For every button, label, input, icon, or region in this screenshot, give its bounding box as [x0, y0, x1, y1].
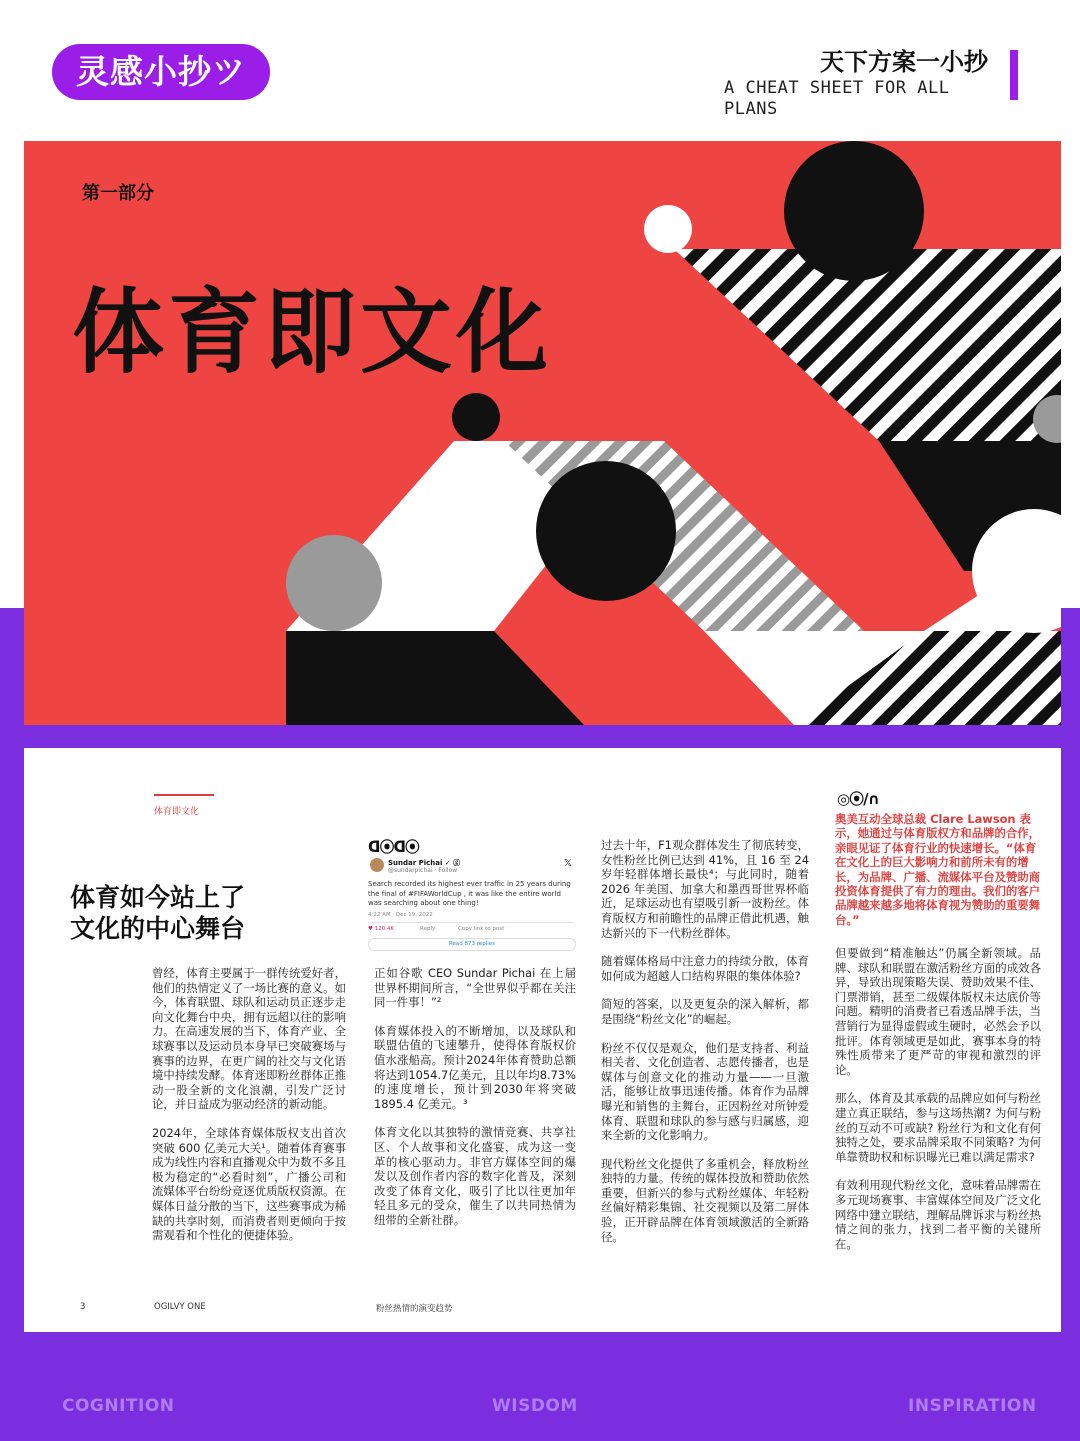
section-label: 体育即文化	[154, 807, 200, 817]
column-2	[374, 966, 576, 1242]
paragraph: 但要做到“精准触达”仍属全新领域。品牌、球队和联盟在激活粉丝方面的成效各异，导致出现策略失误、赞助效果不佳、门票滞销，甚至二级媒体版权未达底价等问题。精明的消费者已看透品牌手法，当营销行为显得虚假或生硬时，必然会予以批评。体育领域更是如此，赛事本身的特殊性质带来了更严苛的审视和激烈的评论。	[835, 946, 1041, 1077]
paragraph: 现代粉丝文化提供了多重机会，释放粉丝独特的力量。传统的媒体投放和赞助依然重要，但新兴的参与式粉丝媒体、年轻粉丝偏好精彩集锦、社交视频以及第二屏体验，正开辟品牌在体育领域激活的全新路径。	[601, 1156, 809, 1244]
paragraph: 随着媒体格局中注意力的持续分散，体育如何成为超越人口结构界限的集体体验?	[601, 954, 809, 983]
part-label: 第一部分	[82, 183, 154, 204]
paragraph: 体育媒体投入的不断增加，以及球队和联盟估值的飞速攀升，使得体育版权价值水涨船高。预计2024年体育赞助总额将达到1054.7亿美元，且以年均8.73%的速度增长，预计到2030年将突破 1895.4 亿美元。³	[374, 1023, 576, 1111]
divider	[368, 922, 574, 923]
black-circle-large	[784, 141, 924, 281]
brand-subtitle: A CHEAT SHEET FOR ALL PLANS	[724, 78, 950, 119]
x-logo-icon: 𝕏	[564, 858, 573, 869]
reply-button[interactable]: Reply	[420, 926, 436, 932]
hero-title: 体育即文化	[72, 279, 553, 386]
like-count[interactable]: ♥ 120.4K	[368, 926, 395, 932]
headline-line-2: 文化的中心舞台	[70, 914, 246, 943]
column-3	[601, 838, 809, 1258]
tweet-timestamp: 4:22 AM · Dec 19, 2022	[368, 912, 433, 918]
column-4	[835, 946, 1041, 1265]
read-replies-button[interactable]: Read 873 replies	[368, 938, 576, 951]
bottom-label-center: WISDOM	[492, 1396, 578, 1416]
paragraph: 曾经，体育主要属于一群传统爱好者，他们的热情定义了一场比赛的意义。如今，体育联盟、球队和运动员正逐步走向文化舞台中央，拥有远超以往的影响力。在高速发展的当下，体育产业、全球赛事以及运动员本身早已突破赛场与赛事的边界，在更广阔的社交与文化语境中持续发酵。体育迷即粉丝群体正推动一股全新的文化浪潮，引发广泛讨论，并日益成为驱动经济的新动能。	[152, 966, 346, 1112]
ogilvy-logo: ◎⦿∕∩	[837, 790, 879, 808]
tweet-text: Search recorded its highest ever traffic in 25 years during the final of #FIFAWorldCup , it was like the entire world was searching about one thing!	[368, 880, 571, 907]
avatar	[370, 858, 384, 872]
page-number: 3	[80, 1302, 86, 1312]
paragraph: 体育文化以其独特的激情竞赛、共享社区、个人故事和文化盛宴，成为这一变革的核心驱动力。非官方媒体空间的爆发以及创作者内容的数字化普及，深刻改变了体育文化，吸引了比以往更加年轻且多元的受众，催生了以共同热情为纽带的全新社群。	[374, 1125, 576, 1227]
black-circle-small	[452, 393, 500, 441]
tweet-source-logo: ᗡ⦿ᗡ⦿	[368, 838, 419, 856]
paragraph: 那么，体育及其承载的品牌应如何与粉丝建立真正联结，参与这场热潮? 为何与粉丝的互动不可或缺? 粉丝行为和文化有何独特之处，要求品牌采取不同策略? 为何单靠赞助权和标识曝光已难以满足需求?	[835, 1091, 1041, 1164]
footer-title: 粉丝热情的演变趋势	[376, 1304, 453, 1314]
copy-link-button[interactable]: Copy link to post	[458, 926, 505, 932]
black-circle-mid	[536, 461, 676, 601]
bottom-label-right: INSPIRATION	[908, 1396, 1037, 1416]
pull-quote: 奥美互动全球总裁 Clare Lawson 表示，她通过与体育版权方和品牌的合作，亲眼见证了体育行业的快速增长。“体育在文化上的巨大影响力和前所未有的增长，为品牌、广播、流媒体平台及赞助商投资体育提供了有力的理由。我们的客户品牌越来越多地将体育视为赞助的重要舞台。”	[835, 812, 1041, 927]
document-page	[24, 748, 1061, 1332]
embedded-tweet	[368, 836, 576, 954]
brand-accent-bar	[1010, 50, 1018, 100]
white-circle-small	[644, 205, 692, 253]
tweet-author-name: Sundar Pichai ✓ ⓖ	[388, 859, 461, 867]
column-1	[152, 966, 346, 1257]
paragraph: 正如谷歌 CEO Sundar Pichai 在上届世界杯期间所言，“全世界似乎都在关注同一件事！”²	[374, 966, 576, 1010]
paragraph: 过去十年，F1观众群体发生了彻底转变，女性粉丝比例已达到 41%，且 16 至 24 岁年轻群体增长最快⁴；与此同时，随着 2026 年美国、加拿大和墨西哥世界杯临近，足球运动也有望吸引新一波粉丝。体育版权方和前瞻性的品牌正借此机遇，触达新兴的下一代粉丝群体。	[601, 838, 809, 940]
paragraph: 2024年，全球体育媒体版权支出首次突破 600 亿美元大关¹。随着体育赛事成为线性内容和直播观众中为数不多且极为稳定的“必看时刻”，广播公司和流媒体平台纷纷竞逐优质版权资源。在媒体日益分散的当下，这些赛事成为稀缺的共享时刻，而消费者则更倾向于按需观看和个性化的便捷体验。	[152, 1125, 346, 1243]
footer-brand: OGILVY ONE	[154, 1302, 206, 1312]
hero-banner	[24, 141, 1061, 725]
paragraph: 有效利用现代粉丝文化，意味着品牌需在多元现场赛事、丰富媒体空间及广泛文化网络中建立联结，理解品牌诉求与粉丝热情之间的张力，找到二者平衡的关键所在。	[835, 1178, 1041, 1251]
headline-line-1: 体育如今站上了	[70, 883, 246, 912]
hero-graphic	[24, 141, 1061, 725]
paragraph: 简短的答案，以及更复杂的深入解析，都是围绕“粉丝文化”的崛起。	[601, 997, 809, 1026]
paragraph: 粉丝不仅仅是观众，他们是支持者、利益相关者、文化创造者、志愿传播者，也是媒体与创意文化的推动力量——一旦激活，能够让故事迅速传播。体育作为品牌曝光和销售的主舞台，正因粉丝对所钟爱体育、联盟和球队的参与感与归属感，迎来全新的文化影响力。	[601, 1040, 809, 1143]
brand-badge: 灵感小抄ツ	[52, 44, 270, 100]
gray-circle	[286, 535, 382, 631]
section-divider	[154, 794, 214, 796]
tweet-handle: @sundarpichai · Follow	[388, 867, 458, 874]
brand-title: 天下方案一小抄	[820, 48, 988, 76]
black-lower-shape	[286, 631, 584, 725]
bottom-label-left: COGNITION	[62, 1396, 175, 1416]
article-headline	[70, 882, 330, 944]
